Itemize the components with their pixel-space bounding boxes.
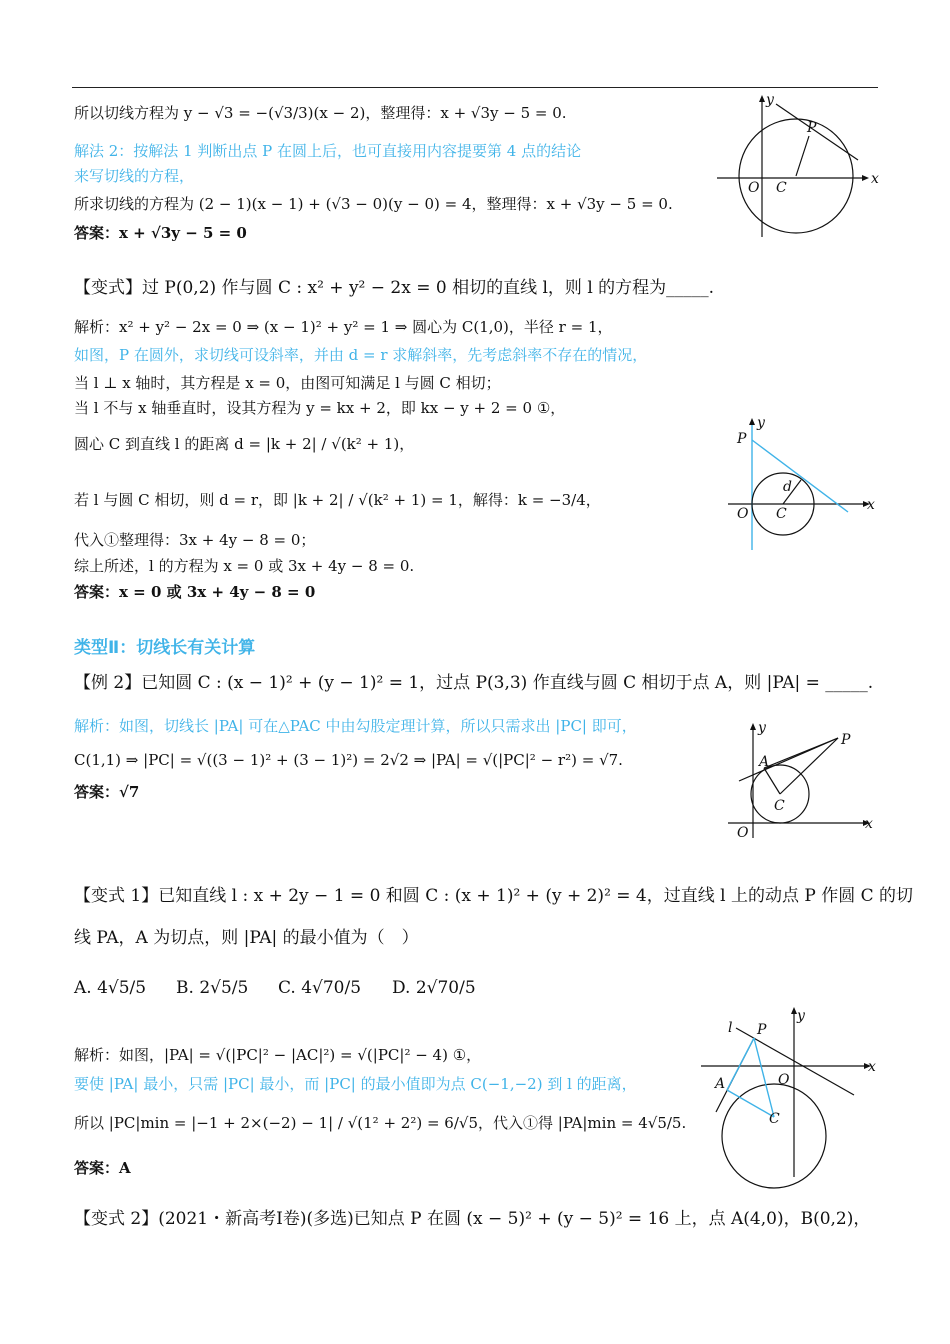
point-p-label: P xyxy=(841,732,851,748)
y-label: y xyxy=(766,92,774,108)
figure-4-svg xyxy=(696,1002,876,1192)
center-label: C xyxy=(776,180,787,196)
segment-pa xyxy=(764,738,838,768)
variant-problem: 【变式 1】已知直线 l : x + 2y − 1 = 0 和圆 C : (x + 1)² + (y + 2)² = 4，过直线 l 上的动点 P 作圆 C 的切 xyxy=(74,886,914,906)
figure-2 xyxy=(725,415,875,555)
text-line: 所以 |PC|min = |−1 + 2×(−2) − 1| / √(1² + 2²) = 6/√5，代入①得 |PA|min = 4√5/5. xyxy=(74,1114,687,1132)
choice-c: C. 4√70/5 xyxy=(278,978,362,998)
variant-problem: 线 PA，A 为切点，则 |PA| 的最小值为（ ） xyxy=(74,928,419,948)
figure-2-svg xyxy=(725,415,875,555)
answer-line: 答案：x = 0 或 3x + 4y − 8 = 0 xyxy=(74,583,316,601)
figure-3 xyxy=(725,720,875,845)
figure-4 xyxy=(696,1002,876,1192)
radius-cp xyxy=(796,136,809,176)
d-label: d xyxy=(783,479,792,495)
center-label: C xyxy=(776,506,787,522)
solution-line: 解析：如图，|PA| = √(|PC|² − |AC|²) = √(|PC|² − 4) ①， xyxy=(74,1046,482,1064)
y-label: y xyxy=(758,720,766,736)
point-p-label: P xyxy=(737,431,747,447)
text-line: 来写切线的方程， xyxy=(74,167,195,185)
origin-label: O xyxy=(778,1072,790,1088)
choice-d: D. 2√70/5 xyxy=(392,978,476,998)
x-label: x xyxy=(865,816,873,832)
x-label: x xyxy=(867,497,875,513)
y-arrow xyxy=(759,95,765,102)
method-2-line: 解法 2：按解法 1 判断出点 P 在圆上后，也可直接用内容提要第 4 点的结论 xyxy=(74,142,582,160)
origin-label: O xyxy=(737,825,749,841)
answer-line: 答案：x + √3y − 5 = 0 xyxy=(74,224,247,242)
text-line: 所以切线方程为 y − √3 = −(√3/3)(x − 2)，整理得：x + √3y − 5 = 0. xyxy=(74,104,567,122)
text-line: 当 l 不与 x 轴垂直时，设其方程为 y = kx + 2，即 kx − y + 2 = 0 ①， xyxy=(74,399,566,417)
variant-problem: 【变式】过 P(0,2) 作与圆 C : x² + y² − 2x = 0 相切的直线 l，则 l 的方程为_____. xyxy=(74,278,715,298)
y-arrow xyxy=(750,723,756,730)
choice-b: B. 2√5/5 xyxy=(176,978,249,998)
point-p-label: P xyxy=(757,1022,767,1038)
hint-line: 要使 |PA| 最小，只需 |PC| 最小，而 |PC| 的最小值即为点 C(−1,−2) 到 l 的距离， xyxy=(74,1075,637,1093)
hint-line: 解析：如图，切线长 |PA| 可在△PAC 中由勾股定理计算，所以只需求出 |PC| 即可， xyxy=(74,717,637,735)
y-label: y xyxy=(797,1008,805,1024)
circle-c xyxy=(722,1084,826,1188)
center-label: C xyxy=(769,1111,780,1127)
figure-3-svg xyxy=(725,720,875,845)
line-l-label: l xyxy=(728,1020,733,1036)
header-rule xyxy=(72,87,878,88)
tangent-line xyxy=(752,440,848,512)
text-line: 综上所述，l 的方程为 x = 0 或 3x + 4y − 8 = 0. xyxy=(74,557,415,575)
segment-pa xyxy=(727,1038,754,1090)
center-label: C xyxy=(774,798,785,814)
segment-pc xyxy=(754,1038,774,1117)
point-a-label: A xyxy=(715,1076,726,1092)
text-line: 若 l 与圆 C 相切，则 d = r，即 |k + 2| / √(k² + 1) = 1，解得：k = −3/4， xyxy=(74,491,601,509)
hint-line: 如图，P 在圆外，求切线可设斜率，并由 d = r 求解斜率，先考虑斜率不存在的情况， xyxy=(74,346,648,364)
text-line: 圆心 C 到直线 l 的距离 d = |k + 2| / √(k² + 1)， xyxy=(74,435,415,453)
example-problem: 【例 2】已知圆 C : (x − 1)² + (y − 1)² = 1，过点 P(3,3) 作直线与圆 C 相切于点 A，则 |PA| = _____. xyxy=(74,673,874,693)
y-arrow xyxy=(749,418,755,425)
origin-label: O xyxy=(737,506,749,522)
tangent-line xyxy=(776,104,858,160)
x-arrow xyxy=(862,175,869,181)
text-line: C(1,1) ⇒ |PC| = √((3 − 1)² + (3 − 1)²) = 2√2 ⇒ |PA| = √(|PC|² − r²) = √7. xyxy=(74,751,623,769)
origin-label: O xyxy=(748,180,760,196)
choice-a: A. 4√5/5 xyxy=(74,978,147,998)
point-p-label: P xyxy=(807,120,817,136)
solution-line: 解析：x² + y² − 2x = 0 ⇒ (x − 1)² + y² = 1 ⇒ 圆心为 C(1,0)，半径 r = 1， xyxy=(74,318,613,336)
text-line: 代入①整理得：3x + 4y − 8 = 0； xyxy=(74,531,316,549)
segment-ac xyxy=(764,768,780,794)
x-label: x xyxy=(871,171,879,187)
figure-1 xyxy=(712,92,877,247)
point-a-label: A xyxy=(759,754,770,770)
variant-problem: 【变式 2】(2021・新高考Ⅰ卷)(多选)已知点 P 在圆 (x − 5)² + (y − 5)² = 16 上，点 A(4,0)，B(0,2)， xyxy=(74,1209,871,1229)
section-heading: 类型Ⅱ：切线长有关计算 xyxy=(74,638,256,658)
answer-line: 答案：√7 xyxy=(74,783,140,801)
figure-1-svg xyxy=(712,92,877,247)
y-label: y xyxy=(757,415,765,431)
text-line: 所求切线的方程为 (2 − 1)(x − 1) + (√3 − 0)(y − 0) = 4，整理得：x + √3y − 5 = 0. xyxy=(74,195,673,213)
text-line: 当 l ⊥ x 轴时，其方程是 x = 0，由图可知满足 l 与圆 C 相切； xyxy=(74,374,501,392)
answer-line: 答案：A xyxy=(74,1159,131,1177)
x-label: x xyxy=(868,1059,876,1075)
